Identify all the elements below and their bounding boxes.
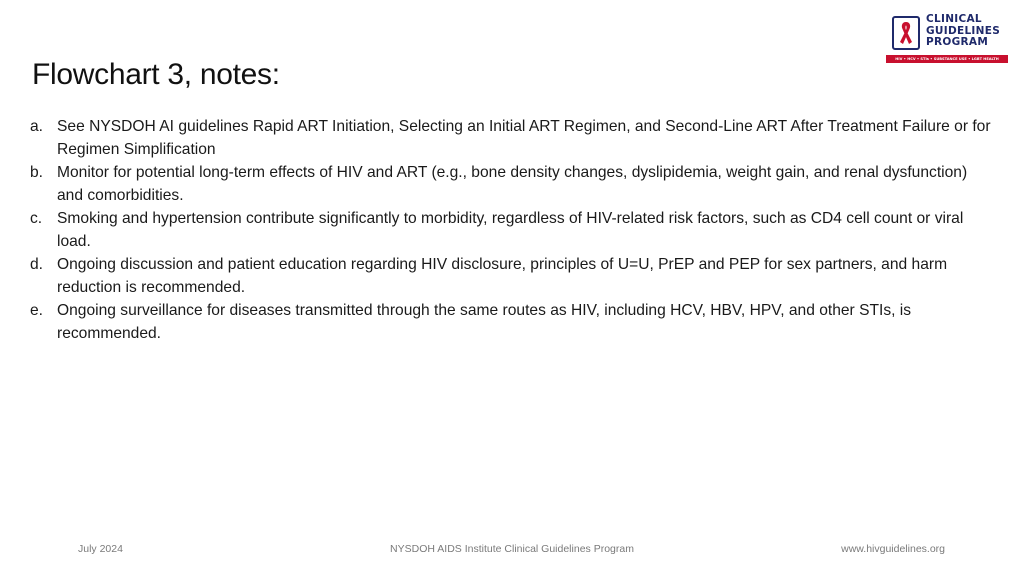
clinical-guidelines-program-logo (886, 14, 1008, 66)
list-item-letter: e. (30, 302, 44, 319)
logo-wordmark: CLINICAL GUIDELINES PROGRAM (926, 13, 1001, 48)
list-item-letter: b. (30, 164, 44, 181)
awareness-ribbon-icon (892, 16, 920, 50)
logo-tagline: HIV • HCV • STIs • SUBSTANCE USE • LGBT HEALTH (886, 55, 1008, 63)
list-item-text: Ongoing surveillance for diseases transmitted through the same routes as HIV, including HCV, HBV, HPV, and other STIs, is recommended. (57, 302, 912, 342)
list-item (30, 115, 995, 161)
footer-url: www.hivguidelines.org (841, 543, 945, 555)
list-item-text: See NYSDOH AI guidelines Rapid ART Initiation, Selecting an Initial ART Regimen, and Second-Line ART After Treatment Failure or for Regimen Simplification (57, 118, 991, 158)
footer-date: July 2024 (78, 543, 123, 555)
list-item-letter: d. (30, 256, 44, 273)
list-item-text: Monitor for potential long-term effects of HIV and ART (e.g., bone density changes, dyslipidemia, weight gain, and renal dysfunction) and comorbidities. (57, 164, 968, 204)
list-item (30, 161, 995, 207)
list-item-text: Smoking and hypertension contribute significantly to morbidity, regardless of HIV-related risk factors, such as CD4 cell count or viral load. (57, 210, 964, 250)
footer-organization: NYSDOH AIDS Institute Clinical Guidelines Program (390, 543, 634, 555)
list-item-letter: c. (30, 210, 43, 227)
list-item (30, 253, 995, 299)
list-item-text: Ongoing discussion and patient education regarding HIV disclosure, principles of U=U, PrEP and PEP for sex partners, and harm reduction is recommended. (57, 256, 948, 296)
slide-title: Flowchart 3, notes: (32, 58, 280, 91)
list-item-letter: a. (30, 118, 44, 135)
list-item (30, 299, 995, 345)
list-item (30, 207, 995, 253)
notes-list (30, 115, 995, 345)
